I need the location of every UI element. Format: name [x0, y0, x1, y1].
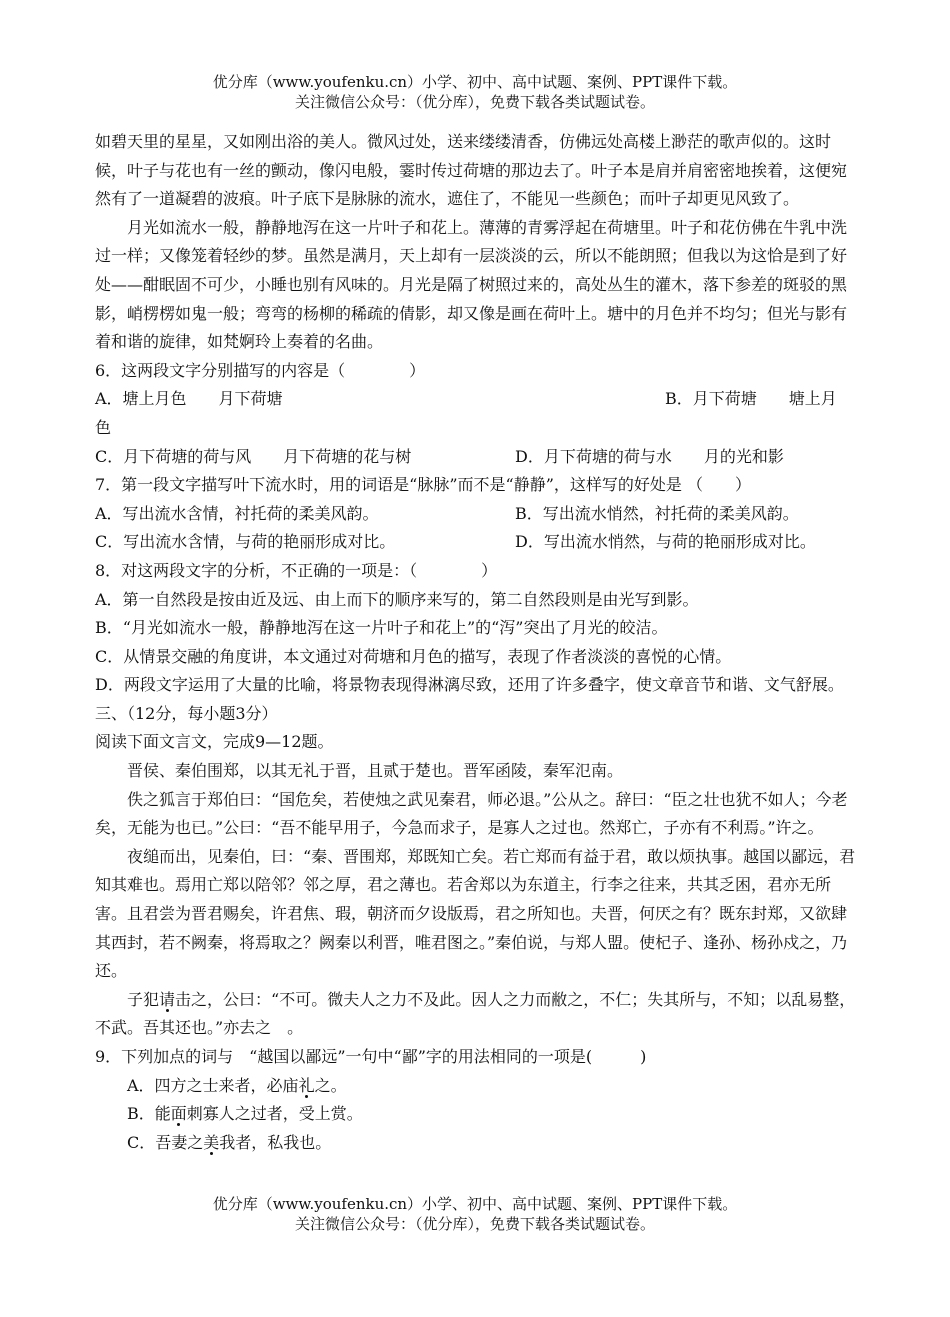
question-7-option-c: C．写出流水含情，与荷的艳丽形成对比。 [95, 532, 396, 552]
section-3-instruction: 阅读下面文言文，完成9—12题。 [95, 732, 334, 752]
banner-line-2: 关注微信公众号：（优分库），免费下载各类试题试卷。 [294, 93, 655, 111]
section-3-heading: 三、（12分，每小题3分） [95, 703, 278, 723]
question-6-option-a: A．塘上月色 月下荷塘 [95, 389, 283, 409]
question-8-option-c: C．从情景交融的角度讲，本文通过对荷塘和月色的描写，表现了作者淡淡的喜悦的心情。 [95, 646, 732, 666]
question-9-option-a-post: 之。 [314, 1075, 347, 1095]
question-9-option-a-pre: A．四方之士来者，必庙 [127, 1075, 299, 1095]
question-9-option-c-post: 我者，私我也。 [219, 1132, 332, 1152]
banner-line-1: 优分库（www.youfenku.cn）小学、初中、高中试题、案例、PPT课件下载。 [212, 73, 738, 91]
question-6-option-b: B．月下荷塘 塘上月 [665, 389, 837, 409]
emphasis-dot-word: 礼 [298, 1075, 315, 1095]
classical-paragraph-2: 佚之狐言于郑伯曰：“国危矣，若使烛之武见秦君，师必退。”公从之。辞曰：“臣之壮也犹不如人；今老矣，无能为也已。”公曰：“吾不能早用子，今急而求子，是寡人之过也。然郑亡，子亦有不利焉。”许之。 [95, 789, 848, 838]
classical-paragraph-3: 夜缒而出，见秦伯，曰：“秦、晋围郑，郑既知亡矣。若亡郑而有益于君，敢以烦执事。越国以鄙远，君知其难也。焉用亡郑以陪邻？邻之厚，君之薄也。若舍郑以为东道主，行李之往来，共其乏困，君亦无所害。且君尝为晋君赐矣，许君焦、瑕，朝济而夕设版焉，君之所知也。夫晋，何厌之有？既东封郑，又欲肆其西封，若不阙秦，将焉取之？阙秦以利晋，唯君图之。”秦伯说，与郑人盟。使杞子、逢孙、杨孙戍之，乃还。 [95, 846, 856, 981]
question-7-option-a: A．写出流水含情，衬托荷的柔美风韵。 [95, 503, 379, 523]
passage-paragraph-1: 如碧天里的星星，又如刚出浴的美人。微风过处，送来缕缕清香，仿佛远处高楼上渺茫的歌声似的。这时候，叶子与花也有一丝的颤动，像闪电般，霎时传过荷塘的那边去了。叶子本是肩并肩密密地挨着，这便宛然有了一道凝碧的波痕。叶子底下是脉脉的流水，遮住了，不能见一些颜色；而叶子却更见风致了。 [95, 132, 848, 209]
classical-paragraph-1: 晋侯、秦伯围郑，以其无礼于晋，且贰于楚也。晋军函陵，秦军氾南。 [127, 761, 624, 781]
question-7-option-b: B．写出流水悄然，衬托荷的柔美风韵。 [515, 503, 799, 523]
document-body [95, 128, 860, 1157]
question-6-stem: 6．这两段文字分别描写的内容是（ ） [95, 360, 426, 380]
emphasis-dot-word: 面 [170, 1104, 187, 1124]
question-8-option-d: D．两段文字运用了大量的比喻，将景物表现得淋漓尽致，还用了许多叠字，使文章音节和谐、文气舒展。 [95, 675, 844, 695]
question-9-option-c-pre: C．吾妻之 [127, 1132, 204, 1152]
question-6-options-ab [95, 385, 860, 414]
question-7-options-cd [95, 528, 860, 557]
question-9-option-b-pre: B．能 [127, 1104, 171, 1124]
banner-line-2: 关注微信公众号：（优分库），免费下载各类试题试卷。 [294, 1215, 655, 1233]
banner-line-1: 优分库（www.youfenku.cn）小学、初中、高中试题、案例、PPT课件下载。 [212, 1195, 738, 1213]
question-8-option-a: A．第一自然段是按由近及远、由上而下的顺序来写的，第二自然段则是由光写到影。 [95, 589, 699, 609]
question-9-option-b [95, 1100, 860, 1129]
question-7-option-d: D．写出流水悄然，与荷的艳丽形成对比。 [515, 532, 816, 552]
question-6-options-cd [95, 443, 860, 472]
classical-p4-pre: 子犯 [127, 989, 160, 1009]
header-banner [0, 72, 950, 112]
question-8-stem: 8．对这两段文字的分析，不正确的一项是：（ ） [95, 560, 498, 580]
question-6-option-b-wrap: 色 [95, 417, 112, 437]
question-7-stem: 7．第一段文字描写叶下流水时，用的词语是“脉脉”而不是“静静”，这样写的好处是 （ ） [95, 475, 751, 495]
question-6-option-c: C．月下荷塘的荷与风 月下荷塘的花与树 [95, 446, 412, 466]
emphasis-dot-word: 请 [159, 989, 176, 1009]
question-9-stem: 9．下列加点的词与 “越国以鄙远”一句中“鄙”字的用法相同的一项是( ) [95, 1047, 647, 1066]
question-7-options-ab [95, 500, 860, 529]
question-6-option-d: D．月下荷塘的荷与水 月的光和影 [515, 446, 784, 466]
classical-p4-post: 击之，公曰：“不可。微夫人之力不及此。因人之力而敝之，不仁；失其所与，不知；以乱易整，不武。吾其还也。”亦去之 。 [95, 989, 856, 1038]
question-8-option-b: B．“月光如流水一般，静静地泻在这一片叶子和花上”的“泻”突出了月光的皎洁。 [95, 618, 668, 638]
classical-paragraph-4 [95, 986, 860, 1043]
question-9-option-b-post: 刺寡人之过者，受上赏。 [186, 1104, 363, 1124]
question-9-option-a [95, 1072, 860, 1101]
question-9-option-c [95, 1129, 860, 1158]
passage-paragraph-2: 月光如流水一般，静静地泻在这一片叶子和花上。薄薄的青雾浮起在荷塘里。叶子和花仿佛在牛乳中洗过一样；又像笼着轻纱的梦。虽然是满月，天上却有一层淡淡的云，所以不能朗照；但我以为这恰是到了好处——酣眠固不可少，小睡也别有风味的。月光是隔了树照过来的，高处丛生的灌木，落下参差的斑驳的黑影，峭楞楞如鬼一般；弯弯的杨柳的稀疏的倩影，却又像是画在荷叶上。塘中的月色并不均匀；但光与影有着和谐的旋律，如梵婀玲上奏着的名曲。 [95, 217, 848, 352]
footer-banner [0, 1194, 950, 1234]
emphasis-dot-word: 美 [203, 1132, 220, 1152]
